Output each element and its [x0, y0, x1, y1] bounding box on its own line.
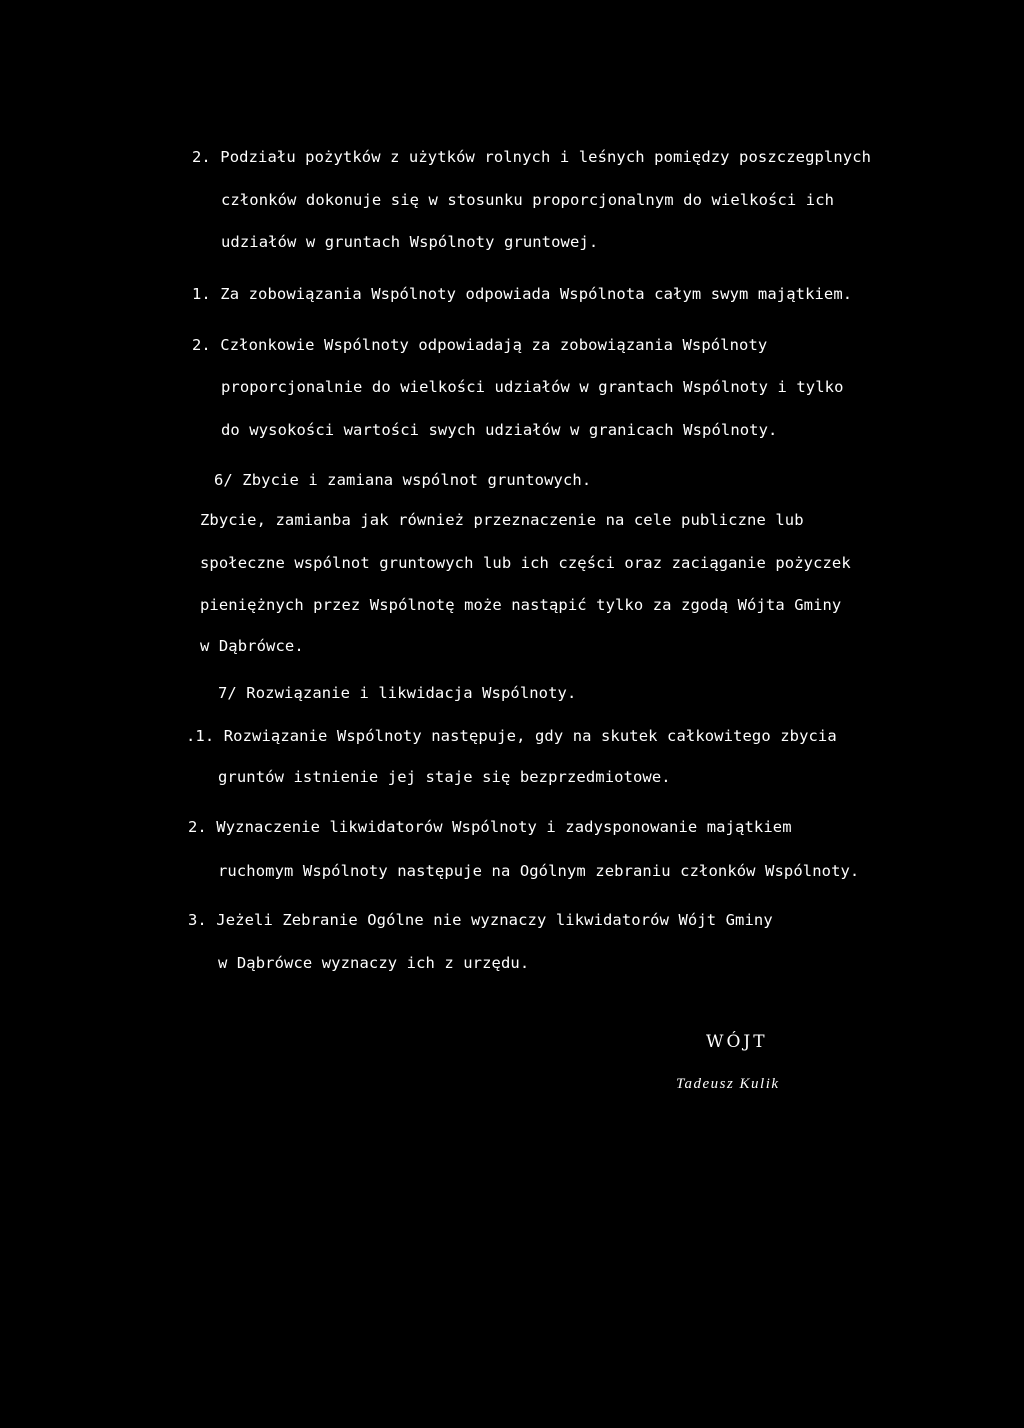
text-line: 2. Podziału pożytków z użytków rolnych i leśnych pomiędzy poszczegplnych: [192, 148, 872, 166]
text-line: .1. Rozwiązanie Wspólnoty następuje, gdy na skutek całkowitego zbycia: [186, 727, 837, 745]
text-line: 2. Wyznaczenie likwidatorów Wspólnoty i zadysponowanie majątkiem: [188, 818, 792, 836]
text-line: ruchomym Wspólnoty następuje na Ogólnym zebraniu członków Wspólnoty.: [218, 862, 860, 880]
section-heading: 7/ Rozwiązanie i likwidacja Wspólnoty.: [218, 684, 577, 702]
section-heading: 6/ Zbycie i zamiana wspólnot gruntowych.: [214, 471, 592, 489]
text-line: 3. Jeżeli Zebranie Ogólne nie wyznaczy likwidatorów Wójt Gminy: [188, 911, 773, 929]
text-line: członków dokonuje się w stosunku proporcjonalnym do wielkości ich: [221, 191, 835, 209]
text-line: udziałów w gruntach Wspólnoty gruntowej.: [221, 233, 599, 251]
signature-title: WÓJT: [706, 1032, 768, 1052]
text-line: 2. Członkowie Wspólnoty odpowiadają za zobowiązania Wspólnoty: [192, 336, 768, 354]
text-line: społeczne wspólnot gruntowych lub ich części oraz zaciąganie pożyczek: [200, 554, 851, 572]
text-line: pieniężnych przez Wspólnotę może nastąpić tylko za zgodą Wójta Gminy: [200, 596, 842, 614]
text-line: gruntów istnienie jej staje się bezprzedmiotowe.: [218, 768, 671, 786]
text-line: w Dąbrówce wyznaczy ich z urzędu.: [218, 954, 530, 972]
text-line: 1. Za zobowiązania Wspólnoty odpowiada Wspólnota całym swym majątkiem.: [192, 285, 853, 303]
text-line: Zbycie, zamianba jak również przeznaczenie na cele publiczne lub: [200, 511, 804, 529]
text-line: proporcjonalnie do wielkości udziałów w grantach Wspólnoty i tylko: [221, 378, 844, 396]
text-line: do wysokości wartości swych udziałów w granicach Wspólnoty.: [221, 421, 778, 439]
signature-name: Tadeusz Kulik: [676, 1076, 780, 1092]
text-line: w Dąbrówce.: [200, 637, 304, 655]
